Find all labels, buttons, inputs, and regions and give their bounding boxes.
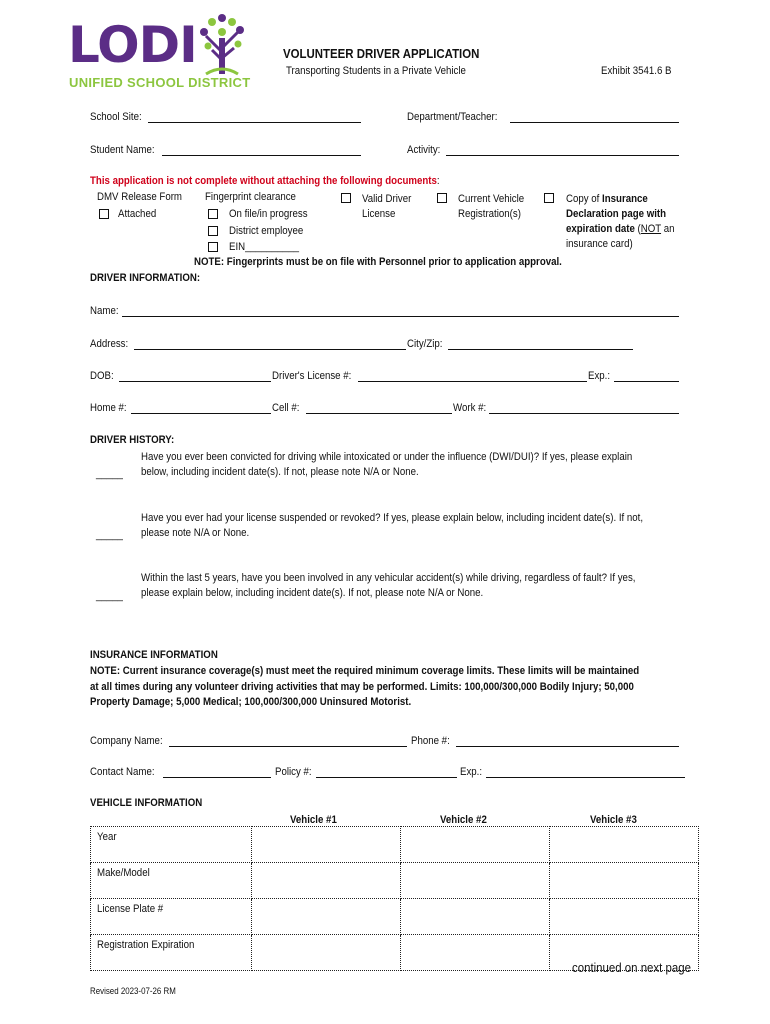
fingerprint-district-employee-label: District employee [229,225,304,237]
required-documents-warning: This application is not complete without attaching the following documents: [90,175,440,187]
city-zip-label: City/Zip: [407,338,443,350]
cell-phone-label: Cell #: [272,402,300,414]
dob-label: DOB: [90,370,114,382]
company-name-field[interactable] [169,746,407,747]
fingerprint-on-file-checkbox[interactable] [208,209,218,219]
logo-wordmark: LODI [68,16,197,74]
cell-phone-field[interactable] [306,413,452,414]
insurance-phone-field[interactable] [456,746,679,747]
insurance-note-line-3: Property Damage; 5,000 Medical; 100,000/300,000 Uninsured Motorist. [90,696,412,708]
contact-name-label: Contact Name: [90,766,155,778]
department-teacher-field[interactable] [510,122,679,123]
vehicle-2-registration-cell[interactable] [401,935,550,971]
contact-name-field[interactable] [163,777,271,778]
home-phone-field[interactable] [131,413,271,414]
vehicle-3-make-model-cell[interactable] [550,863,699,899]
student-name-field[interactable] [162,155,361,156]
fingerprint-ein-checkbox[interactable] [208,242,218,252]
vehicle-information-heading: VEHICLE INFORMATION [90,797,203,809]
city-zip-field[interactable] [448,349,633,350]
vehicle-1-make-model-cell[interactable] [252,863,401,899]
school-site-field[interactable] [148,122,361,123]
insurance-declaration-label-4: insurance card) [566,238,633,250]
insurance-note-line-2: at all times during any volunteer driving activities that may be performed. Limits: 100,000/300,000 Bodily Injury; 50,000 [90,681,634,693]
department-teacher-label: Department/Teacher: [407,111,498,123]
vehicle-2-make-model-cell[interactable] [401,863,550,899]
exhibit-number: Exhibit 3541.6 B [601,65,672,77]
vehicle-1-registration-cell[interactable] [252,935,401,971]
home-phone-label: Home #: [90,402,127,414]
continued-note: continued on next page [572,960,691,975]
policy-number-label: Policy #: [275,766,312,778]
fingerprint-on-file-label: On file/in progress [229,208,308,220]
vehicle-registration-label-1: Current Vehicle [458,193,525,205]
policy-exp-label: Exp.: [460,766,483,778]
vehicle-registration-expiration-label: Registration Expiration [91,935,252,971]
page-subtitle: Transporting Students in a Private Vehicle [286,65,466,77]
student-name-label: Student Name: [90,144,155,156]
driver-information-heading: DRIVER INFORMATION: [90,272,201,284]
work-phone-label: Work #: [453,402,487,414]
dui-question-line-2: below, including incident date(s). If not, please note N/A or None. [141,466,419,478]
table-row [91,863,699,899]
activity-label: Activity: [407,144,441,156]
accident-question-line-1: Within the last 5 years, have you been involved in any vehicular accident(s) while driving, regardless of fault? If yes, [141,572,636,584]
suspension-question-line-2: please note N/A or None. [141,527,250,539]
vehicle-table [90,826,699,971]
insurance-declaration-checkbox[interactable] [544,193,554,203]
logo-subtitle: UNIFIED SCHOOL DISTRICT [69,75,251,90]
accident-question-line-2: please explain below, including incident date(s). If not, please note N/A or None. [141,587,484,599]
vehicle-registration-label-2: Registration(s) [458,208,521,220]
vehicle-2-year-cell[interactable] [401,827,550,863]
suspension-question-line-1: Have you ever had your license suspended or revoked? If yes, please explain below, including incident date(s). If not, [141,512,644,524]
drivers-license-label: Driver's License #: [272,370,352,382]
activity-field[interactable] [446,155,679,156]
address-field[interactable] [134,349,406,350]
valid-license-label-2: License [362,208,396,220]
vehicle-1-header: Vehicle #1 [290,814,337,826]
dmv-attached-checkbox[interactable] [99,209,109,219]
insurance-phone-label: Phone #: [411,735,450,747]
vehicle-1-year-cell[interactable] [252,827,401,863]
table-row [91,899,699,935]
address-label: Address: [90,338,129,350]
dmv-release-title: DMV Release Form [97,191,182,203]
accident-answer-blank[interactable]: _____ [96,590,123,602]
dob-field[interactable] [119,381,271,382]
fingerprint-ein-label: EIN__________ [229,241,299,253]
dmv-attached-label: Attached [118,208,157,220]
vehicle-2-header: Vehicle #2 [440,814,487,826]
revision-note: Revised 2023-07-26 RM [90,986,176,996]
suspension-answer-blank[interactable]: _____ [96,529,123,541]
driver-history-heading: DRIVER HISTORY: [90,434,175,446]
vehicle-3-header: Vehicle #3 [590,814,637,826]
school-site-label: School Site: [90,111,142,123]
company-name-label: Company Name: [90,735,163,747]
vehicle-year-label: Year [91,827,252,863]
insurance-declaration-label-3: expiration date (NOT an [566,223,675,235]
policy-number-field[interactable] [316,777,457,778]
fingerprint-note: NOTE: Fingerprints must be on file with Personnel prior to application approval. [194,256,562,268]
drivers-license-field[interactable] [358,381,587,382]
fingerprint-district-employee-checkbox[interactable] [208,226,218,236]
vehicle-3-year-cell[interactable] [550,827,699,863]
insurance-declaration-label-2: Declaration page with [566,208,667,220]
dui-question-line-1: Have you ever been convicted for driving while intoxicated or under the influence (DWI/DUI)? If yes, please explain [141,451,633,463]
insurance-heading: INSURANCE INFORMATION [90,649,218,661]
license-exp-label: Exp.: [588,370,611,382]
vehicle-2-license-plate-cell[interactable] [401,899,550,935]
dui-answer-blank[interactable]: _____ [96,468,123,480]
vehicle-make-model-label: Make/Model [91,863,252,899]
vehicle-1-license-plate-cell[interactable] [252,899,401,935]
tree-logo-icon [192,12,252,78]
policy-exp-field[interactable] [486,777,685,778]
driver-name-label: Name: [90,305,119,317]
driver-name-field[interactable] [122,316,679,317]
vehicle-3-license-plate-cell[interactable] [550,899,699,935]
insurance-declaration-label-1: Copy of Insurance [566,193,648,205]
valid-license-checkbox[interactable] [341,193,351,203]
work-phone-field[interactable] [489,413,679,414]
insurance-note-line-1: NOTE: Current insurance coverage(s) must meet the required minimum coverage limits. These limits will be maintained [90,665,640,677]
vehicle-registration-checkbox[interactable] [437,193,447,203]
table-row [91,827,699,863]
valid-license-label-1: Valid Driver [362,193,412,205]
vehicle-license-plate-label: License Plate # [91,899,252,935]
fingerprint-title: Fingerprint clearance [205,191,296,203]
license-exp-field[interactable] [614,381,679,382]
page-title: VOLUNTEER DRIVER APPLICATION [283,46,480,61]
